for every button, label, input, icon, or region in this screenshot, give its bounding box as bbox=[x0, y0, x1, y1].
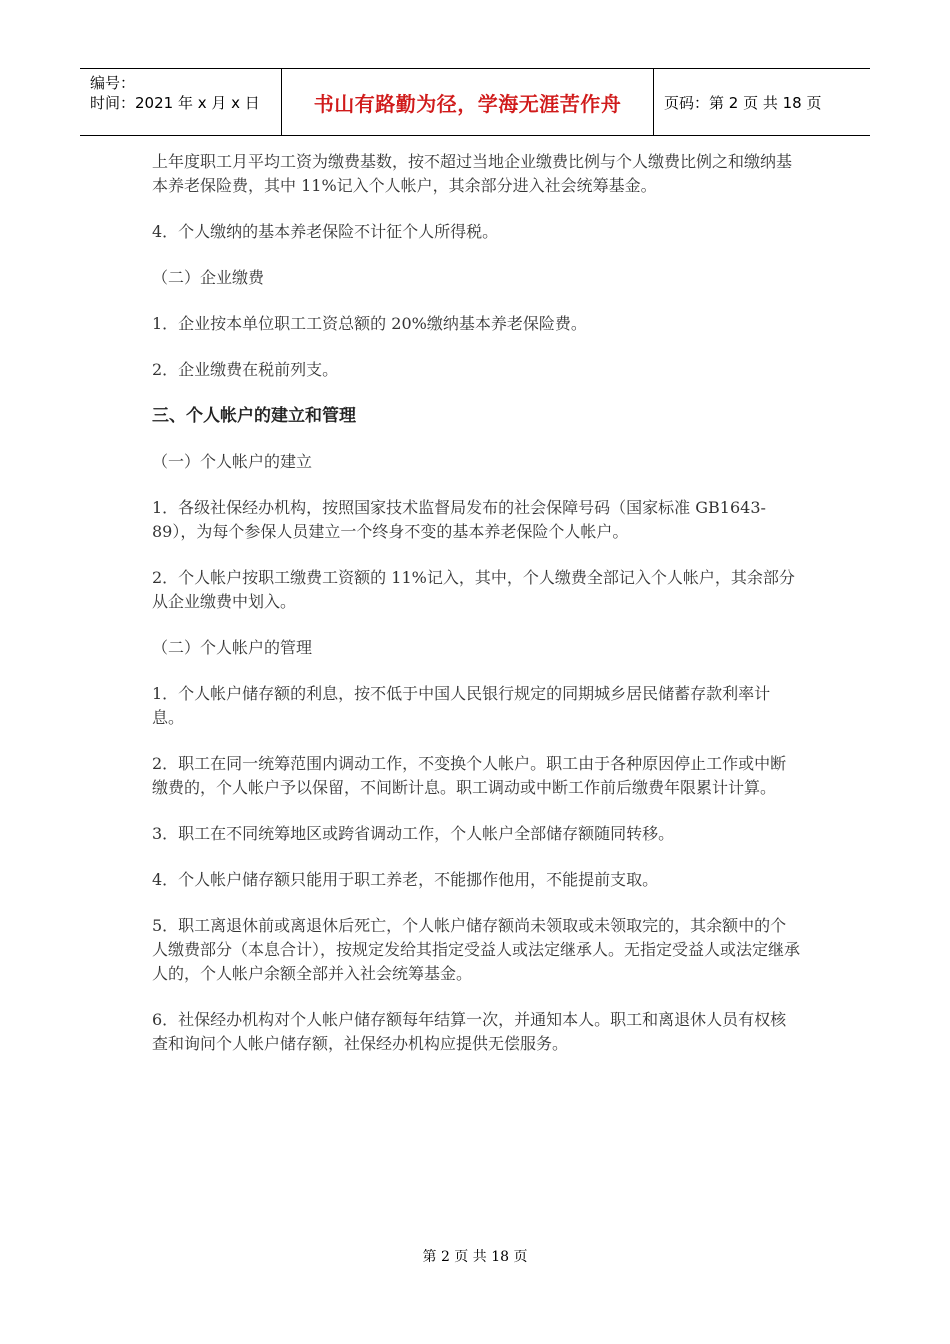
header-page-info: 页码：第 2 页 共 18 页 bbox=[664, 93, 822, 112]
paragraph: 5．职工离退休前或离退休后死亡，个人帐户储存额尚未领取或未领取完的，其余额中的个人缴费部分（本息合计），按规定发给其指定受益人或法定继承人。无指定受益人或法定继承人的，个人帐户余额全部并入社会统筹基金。 bbox=[152, 916, 801, 983]
document-number-label: 编号： bbox=[90, 74, 136, 92]
paragraph: 1．个人帐户储存额的利息，按不低于中国人民银行规定的同期城乡居民储蓄存款利率计息。 bbox=[152, 684, 771, 727]
section-heading: 三、个人帐户的建立和管理 bbox=[152, 406, 356, 426]
paragraph: 2．企业缴费在税前列支。 bbox=[152, 360, 339, 379]
paragraph: 1．企业按本单位职工工资总额的 20%缴纳基本养老保险费。 bbox=[152, 314, 587, 333]
paragraph: 2．职工在同一统筹范围内调动工作，不变换个人帐户。职工由于各种原因停止工作或中断缴费的，个人帐户予以保留，不间断计息。职工调动或中断工作前后缴费年限累计计算。 bbox=[152, 754, 787, 797]
paragraph: 上年度职工月平均工资为缴费基数，按不超过当地企业缴费比例与个人缴费比例之和缴纳基本养老保险费，其中 11%记入个人帐户，其余部分进入社会统筹基金。 bbox=[152, 152, 793, 195]
paragraph: 1．各级社保经办机构，按照国家技术监督局发布的社会保障号码（国家标准 GB1643-89），为每个参保人员建立一个终身不变的基本养老保险个人帐户。 bbox=[152, 498, 766, 541]
paragraph: 4．个人帐户储存额只能用于职工养老，不能挪作他用，不能提前支取。 bbox=[152, 870, 659, 889]
document-time-label: 时间：2021 年 x 月 x 日 bbox=[90, 94, 260, 112]
document-body bbox=[152, 150, 802, 1078]
subsection-heading: （一）个人帐户的建立 bbox=[152, 452, 313, 471]
page-footer: 第 2 页 共 18 页 bbox=[422, 1249, 528, 1265]
paragraph: 4．个人缴纳的基本养老保险不计征个人所得税。 bbox=[152, 222, 499, 241]
page-header bbox=[80, 68, 870, 136]
paragraph: 6．社保经办机构对个人帐户储存额每年结算一次，并通知本人。职工和离退休人员有权核查和询问个人帐户储存额，社保经办机构应提供无偿服务。 bbox=[152, 1010, 787, 1053]
header-meta bbox=[80, 69, 282, 135]
paragraph: 3．职工在不同统筹地区或跨省调动工作，个人帐户全部储存额随同转移。 bbox=[152, 824, 675, 843]
subsection-heading: （二）个人帐户的管理 bbox=[152, 638, 313, 657]
header-motto: 书山有路勤为径，学海无涯苦作舟 bbox=[282, 69, 654, 135]
subsection-heading: （二）企业缴费 bbox=[152, 268, 265, 287]
paragraph: 2．个人帐户按职工缴费工资额的 11%记入，其中，个人缴费全部记入个人帐户，其余部分从企业缴费中划入。 bbox=[152, 568, 795, 611]
